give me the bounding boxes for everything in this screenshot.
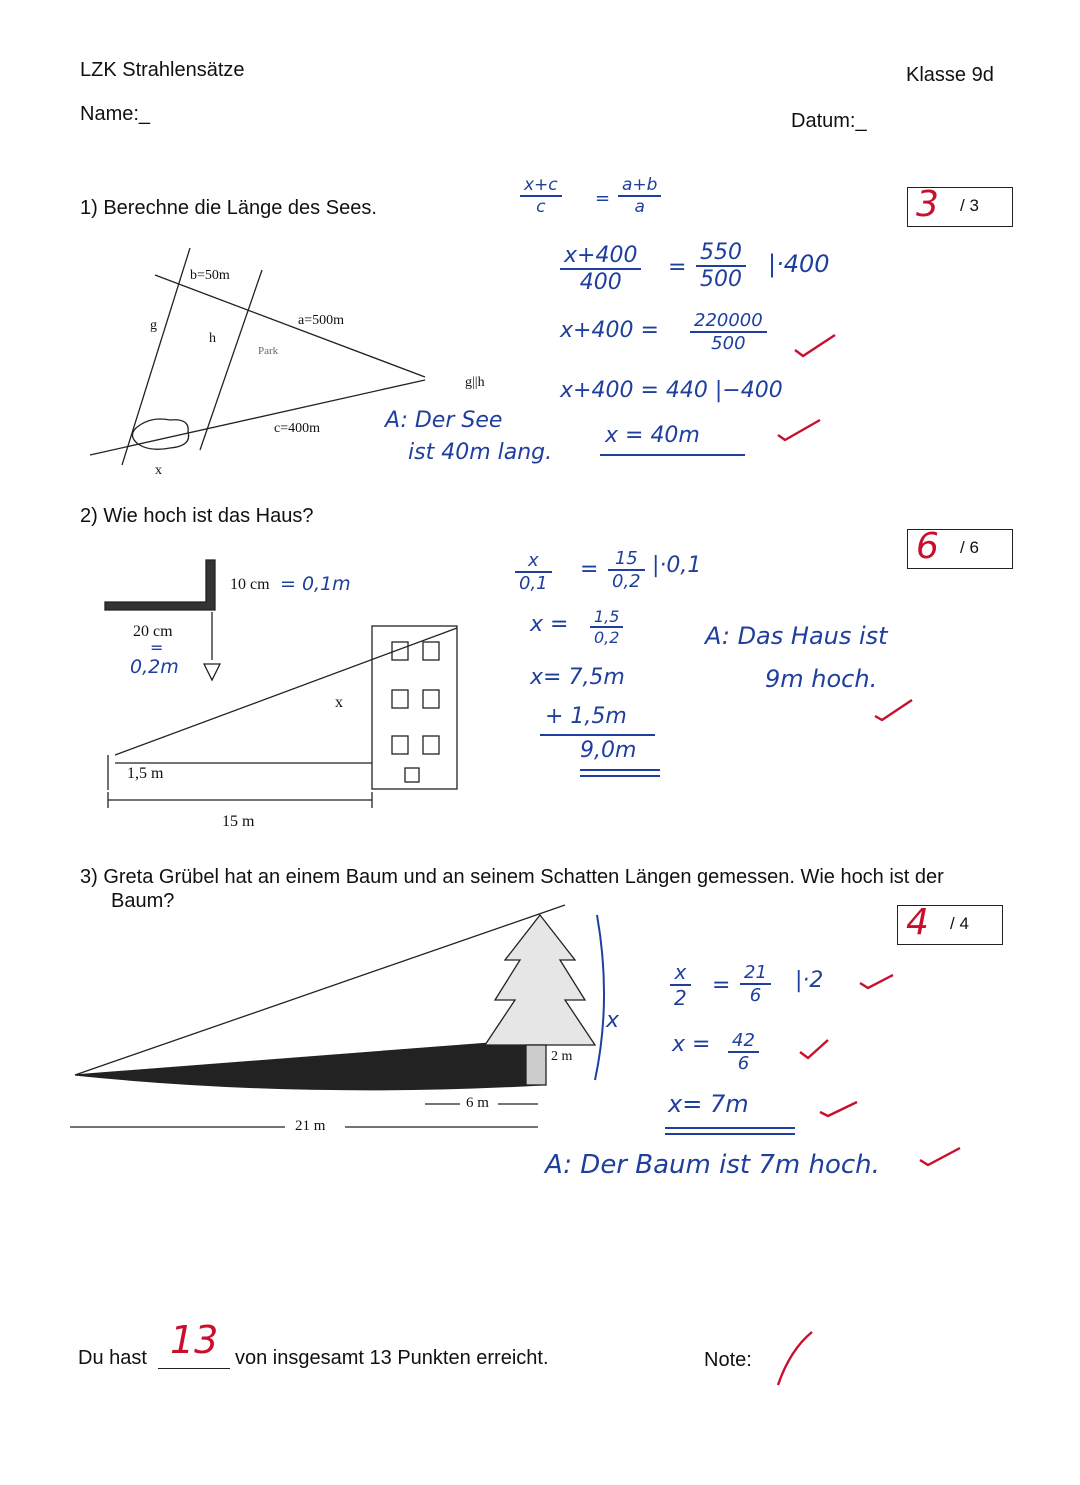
tree-crown: [485, 915, 595, 1045]
t2-line2-frac: $\frac{1,5}{0,2}$: [590, 607, 623, 647]
label-x-house: x: [335, 694, 343, 711]
t2-answer-line1: A: Das Haus ist: [705, 622, 888, 650]
task3-score-got: 4: [906, 902, 929, 943]
t3-hand-x: x: [606, 1008, 620, 1033]
t3-answer: A: Der Baum ist 7m hoch.: [545, 1150, 880, 1180]
t1-line1-eq: =: [668, 255, 687, 280]
task2-score-got: 6: [916, 526, 939, 567]
t2-line3: x= 7,5m: [530, 665, 625, 690]
task3-tree-figure: [70, 905, 604, 1127]
line-g: [122, 248, 190, 465]
task3-score-max: / 4: [950, 914, 969, 933]
t1-line1-right: $\frac{550}{500}$: [696, 240, 746, 292]
label-b: b=50m: [190, 268, 230, 283]
label-x: x: [155, 463, 162, 478]
t3-line1-eq: =: [712, 973, 731, 998]
tree-height-brace: [595, 915, 604, 1080]
t2-line1-eq: =: [580, 557, 599, 582]
label-2m: 2 m: [551, 1049, 573, 1064]
task3-score-box: [897, 902, 1003, 945]
task2-question: 2) Wie hoch ist das Haus?: [80, 505, 314, 527]
page-title: LZK Strahlensätze: [80, 59, 245, 81]
label-parallel: g||h: [465, 375, 485, 390]
correction-ticks: [778, 335, 960, 1385]
plumb-bob: [204, 664, 220, 680]
label-c: c=400m: [274, 421, 320, 436]
tree-trunk: [526, 1045, 546, 1085]
label-1-5m: 1,5 m: [127, 765, 164, 782]
set-square: [105, 560, 215, 610]
task2-score-box: [907, 526, 1013, 569]
t1-line2-left: x+400 =: [560, 318, 659, 343]
t1-line1-left: $\frac{x+400}{400}$: [560, 243, 641, 295]
label-g: g: [150, 318, 157, 333]
t2-line1-right: $\frac{15}{0,2}$: [608, 548, 645, 592]
t1-line3: x+400 = 440 |−400: [560, 378, 783, 403]
label-20cm: 20 cm: [133, 623, 173, 640]
t3-line1-op: |·2: [795, 968, 824, 993]
task3-question-line2: Baum?: [111, 890, 175, 912]
label-h: h: [209, 331, 216, 346]
t1-line1-op: |·400: [768, 250, 830, 278]
t3-line2-frac: $\frac{42}{6}$: [728, 1030, 759, 1074]
label-a: a=500m: [298, 313, 344, 328]
t1-line2-frac: $\frac{220000}{500}$: [690, 310, 767, 354]
t2-line4: + 1,5m: [545, 704, 627, 729]
t1-answer-line2: ist 40m lang.: [408, 440, 553, 465]
house-rect: [372, 626, 457, 789]
name-field-label: Name:_: [80, 103, 151, 125]
label-21m: 21 m: [295, 1118, 326, 1134]
class-label: Klasse 9d: [906, 64, 994, 86]
note-label: Note:: [704, 1349, 752, 1371]
t2-line5: 9,0m: [580, 738, 637, 763]
t1-line4: x = 40m: [605, 423, 700, 448]
t2-line1-op: |·0,1: [652, 553, 702, 578]
t3-line1-right: $\frac{21}{6}$: [740, 962, 771, 1006]
points-blank-line: [158, 1368, 230, 1369]
task1-score-max: / 3: [960, 196, 979, 215]
points-achieved: 13: [170, 1318, 219, 1362]
t2-line2-left: x =: [530, 612, 569, 637]
t3-line2-left: x =: [672, 1032, 711, 1057]
ray-upper: [155, 275, 425, 377]
t2-hand-02m: 0,2m: [130, 656, 179, 678]
task3-question-line1: 3) Greta Grübel hat an einem Baum und an seinem Schatten Längen gemessen. Wie hoch ist der: [80, 866, 944, 888]
t3-line1-left: $\frac{x}{2}$: [670, 960, 691, 1010]
label-10cm: 10 cm: [230, 576, 270, 593]
ray-lower: [90, 380, 425, 455]
label-15m: 15 m: [222, 813, 255, 830]
t2-line1-left: $\frac{x}{0,1}$: [515, 550, 552, 594]
date-field-label: Datum:_: [791, 110, 867, 132]
task1-question: 1) Berechne die Länge des Sees.: [80, 197, 377, 219]
t2-answer-line2: 9m hoch.: [765, 665, 878, 693]
footer-du-hast: Du hast: [78, 1347, 147, 1369]
task1-score-got: 3: [916, 184, 939, 225]
task2-score-max: / 6: [960, 538, 979, 557]
label-park: Park: [258, 345, 279, 357]
label-6m: 6 m: [466, 1095, 489, 1111]
footer-rest: von insgesamt 13 Punkten erreicht.: [235, 1347, 549, 1369]
t1-formula-left: $\frac{x+c}{c}$: [520, 175, 562, 217]
house-door: [405, 768, 419, 782]
t3-line3: x= 7m: [668, 1090, 749, 1118]
t2-hand-01m: = 0,1m: [280, 573, 351, 595]
t1-formula-right: $\frac{a+b}{a}$: [618, 175, 661, 217]
t1-answer-line1: A: Der See: [385, 408, 503, 433]
t1-formula-eq: =: [595, 188, 611, 209]
tree-shadow: [75, 1040, 540, 1090]
t2-hand-eq: =: [150, 638, 164, 657]
